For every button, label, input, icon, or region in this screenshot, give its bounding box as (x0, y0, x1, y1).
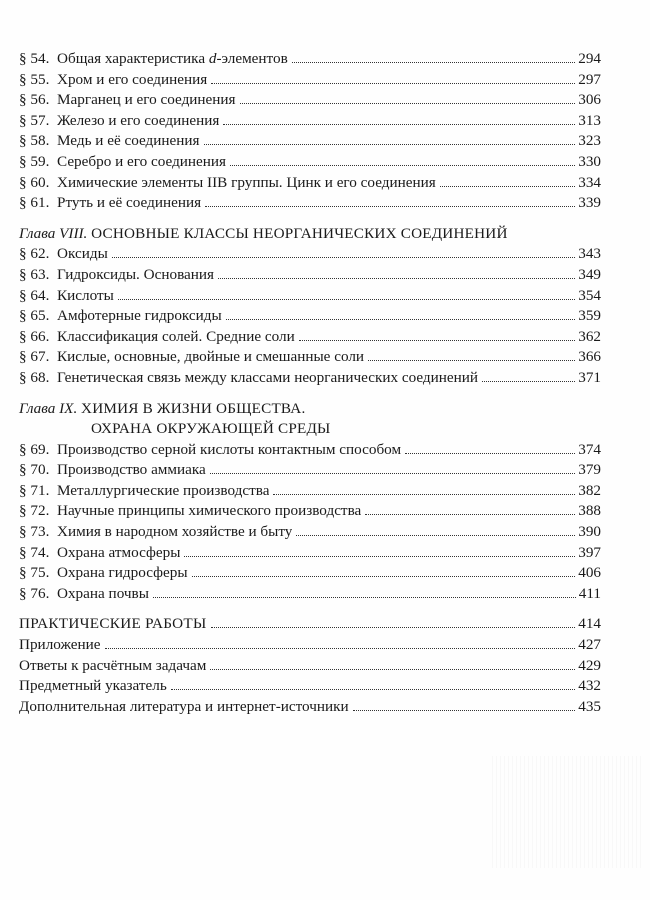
leader-dots (205, 206, 575, 207)
page-number: 379 (578, 461, 601, 479)
leader-dots (153, 597, 576, 598)
page-number: 323 (578, 132, 601, 150)
table-of-contents (19, 49, 601, 717)
toc-entry-62 (19, 244, 601, 265)
page-number: 435 (578, 697, 601, 715)
toc-entry-65 (19, 306, 601, 327)
leader-dots (482, 381, 575, 382)
section-title: Хром и его соединения (57, 70, 208, 88)
section-number: § 63. (19, 265, 50, 283)
toc-entry-75 (19, 563, 601, 584)
toc-entry-57 (19, 111, 601, 132)
section-title: Кислоты (57, 286, 114, 304)
toc-entry-answers (19, 656, 601, 677)
leader-dots (118, 299, 575, 300)
section-title: Научные принципы химического производства (57, 502, 362, 520)
page-number: 406 (578, 564, 601, 582)
leader-dots (171, 689, 575, 690)
section-title: Металлургические производства (57, 481, 270, 499)
section-number: § 54. (19, 50, 50, 67)
chapter-label: Глава IX. (19, 399, 78, 417)
toc-entry-54 (19, 49, 601, 70)
leader-dots (240, 103, 576, 104)
section-number: § 68. (19, 368, 50, 386)
toc-entry-76 (19, 584, 601, 605)
leader-dots (299, 340, 575, 341)
section-number: § 71. (19, 481, 50, 499)
toc-entry-70 (19, 460, 601, 481)
leader-dots (105, 648, 576, 649)
leader-dots (211, 83, 575, 84)
leader-dots (226, 319, 575, 320)
section-title: Амфотерные гидроксиды (57, 307, 222, 325)
leader-dots (192, 576, 576, 577)
leader-dots (292, 62, 575, 63)
page-number: 427 (578, 636, 601, 654)
page-number: 390 (578, 523, 601, 541)
section-number: § 73. (19, 523, 50, 541)
page-number: 414 (578, 615, 601, 633)
section-title-part: -элементов (216, 50, 288, 67)
section-title: Кислые, основные, двойные и смешанные соли (57, 348, 365, 366)
leader-dots (210, 669, 575, 670)
section-title: Генетическая связь между классами неорганических соединений (57, 368, 479, 386)
section-number: § 65. (19, 307, 50, 325)
section-number: § 60. (19, 173, 50, 191)
page-number: 349 (578, 265, 601, 283)
toc-entry-55 (19, 70, 601, 91)
page-number: 366 (578, 348, 601, 366)
section-number: § 74. (19, 543, 50, 561)
chapter-label: Глава VIII. (19, 224, 88, 242)
section-number: § 69. (19, 440, 50, 458)
back-matter-title: Предметный указатель (19, 677, 167, 695)
toc-entry-practical-works (19, 614, 601, 635)
section-title: Охрана почвы (57, 584, 149, 602)
back-matter-title: Дополнительная литература и интернет-источники (19, 697, 349, 715)
leader-dots (204, 144, 576, 145)
section-title: Марганец и его соединения (57, 91, 236, 109)
leader-dots (365, 514, 575, 515)
toc-entry-61 (19, 193, 601, 214)
page-number: 371 (578, 368, 601, 386)
back-matter-title: Ответы к расчётным задачам (19, 656, 207, 674)
toc-entry-59 (19, 152, 601, 173)
show-through-noise (492, 756, 642, 868)
section-title: Серебро и его соединения (57, 152, 227, 170)
section-title: Медь и её соединения (57, 132, 200, 150)
leader-dots (273, 494, 575, 495)
page-number: 362 (578, 327, 601, 345)
page-number: 432 (578, 677, 601, 695)
toc-entry-69 (19, 440, 601, 461)
page-number: 306 (578, 91, 601, 109)
section-title (57, 49, 288, 70)
section-number: § 57. (19, 111, 50, 129)
toc-entry-58 (19, 131, 601, 152)
leader-dots (218, 278, 575, 279)
page-number: 313 (578, 111, 601, 129)
toc-entry-71 (19, 481, 601, 502)
section-number: § 55. (19, 70, 50, 88)
chapter-title-continued: ОХРАНА ОКРУЖАЮЩЕЙ СРЕДЫ (91, 420, 331, 438)
page-number: 297 (578, 70, 601, 88)
section-number: § 58. (19, 132, 50, 150)
page-number: 411 (578, 584, 601, 602)
toc-entry-63 (19, 265, 601, 286)
section-number: § 70. (19, 461, 50, 479)
chapter-heading-9 (19, 399, 601, 420)
section-title: Ртуть и её соединения (57, 194, 202, 212)
section-number: § 59. (19, 152, 50, 170)
leader-dots (296, 535, 575, 536)
toc-entry-subject-index (19, 676, 601, 697)
toc-entry-74 (19, 543, 601, 564)
section-number: § 66. (19, 327, 50, 345)
section-title: Охрана гидросферы (57, 564, 188, 582)
section-number: § 62. (19, 245, 50, 263)
leader-dots (368, 360, 575, 361)
section-number: § 64. (19, 286, 50, 304)
toc-entry-literature (19, 697, 601, 718)
section-title: Оксиды (57, 245, 108, 263)
section-number: § 56. (19, 91, 50, 109)
back-matter-title: ПРАКТИЧЕСКИЕ РАБОТЫ (19, 615, 207, 633)
toc-entry-68 (19, 368, 601, 389)
leader-dots (405, 453, 575, 454)
section-title-italic: d (208, 50, 217, 67)
leader-dots (184, 556, 575, 557)
leader-dots (230, 165, 575, 166)
page-number: 354 (578, 286, 601, 304)
toc-entry-72 (19, 501, 601, 522)
section-title-part: Общая характеристика (57, 50, 209, 67)
toc-entry-60 (19, 173, 601, 194)
spacer (19, 604, 601, 614)
page-number: 382 (578, 481, 601, 499)
leader-dots (210, 473, 575, 474)
page-number: 343 (578, 245, 601, 263)
toc-entry-64 (19, 286, 601, 307)
leader-dots (211, 627, 576, 628)
spacer (19, 214, 601, 224)
leader-dots (353, 710, 576, 711)
leader-dots (112, 257, 575, 258)
spacer (19, 389, 601, 399)
section-title: Химия в народном хозяйстве и быту (57, 523, 293, 541)
page-number: 294 (578, 50, 601, 67)
section-number: § 76. (19, 584, 50, 602)
chapter-title: ОСНОВНЫЕ КЛАССЫ НЕОРГАНИЧЕСКИХ СОЕДИНЕНИЙ (91, 224, 508, 242)
section-title: Производство аммиака (57, 461, 206, 479)
section-number: § 75. (19, 564, 50, 582)
page-number: 334 (578, 173, 601, 191)
page-number: 388 (578, 502, 601, 520)
toc-entry-appendix (19, 635, 601, 656)
chapter-title: ХИМИЯ В ЖИЗНИ ОБЩЕСТВА. (81, 399, 306, 417)
page-number: 359 (578, 307, 601, 325)
back-matter-title: Приложение (19, 636, 101, 654)
section-title: Гидроксиды. Основания (57, 265, 215, 283)
section-title: Производство серной кислоты контактным способом (57, 440, 402, 458)
section-title: Химические элементы IIB группы. Цинк и его соединения (57, 173, 436, 191)
toc-entry-73 (19, 522, 601, 543)
toc-entry-67 (19, 347, 601, 368)
toc-entry-56 (19, 90, 601, 111)
leader-dots (223, 124, 575, 125)
section-number: § 61. (19, 194, 50, 212)
toc-entry-66 (19, 327, 601, 348)
section-title: Железо и его соединения (57, 111, 220, 129)
page-number: 330 (578, 152, 601, 170)
page-number: 397 (578, 543, 601, 561)
section-title: Классификация солей. Средние соли (57, 327, 295, 345)
page-number: 339 (578, 194, 601, 212)
section-number: § 72. (19, 502, 50, 520)
page-number: 374 (578, 440, 601, 458)
section-title: Охрана атмосферы (57, 543, 181, 561)
section-number: § 67. (19, 348, 50, 366)
leader-dots (440, 186, 576, 187)
page-number: 429 (578, 656, 601, 674)
chapter-heading-8 (19, 224, 601, 245)
